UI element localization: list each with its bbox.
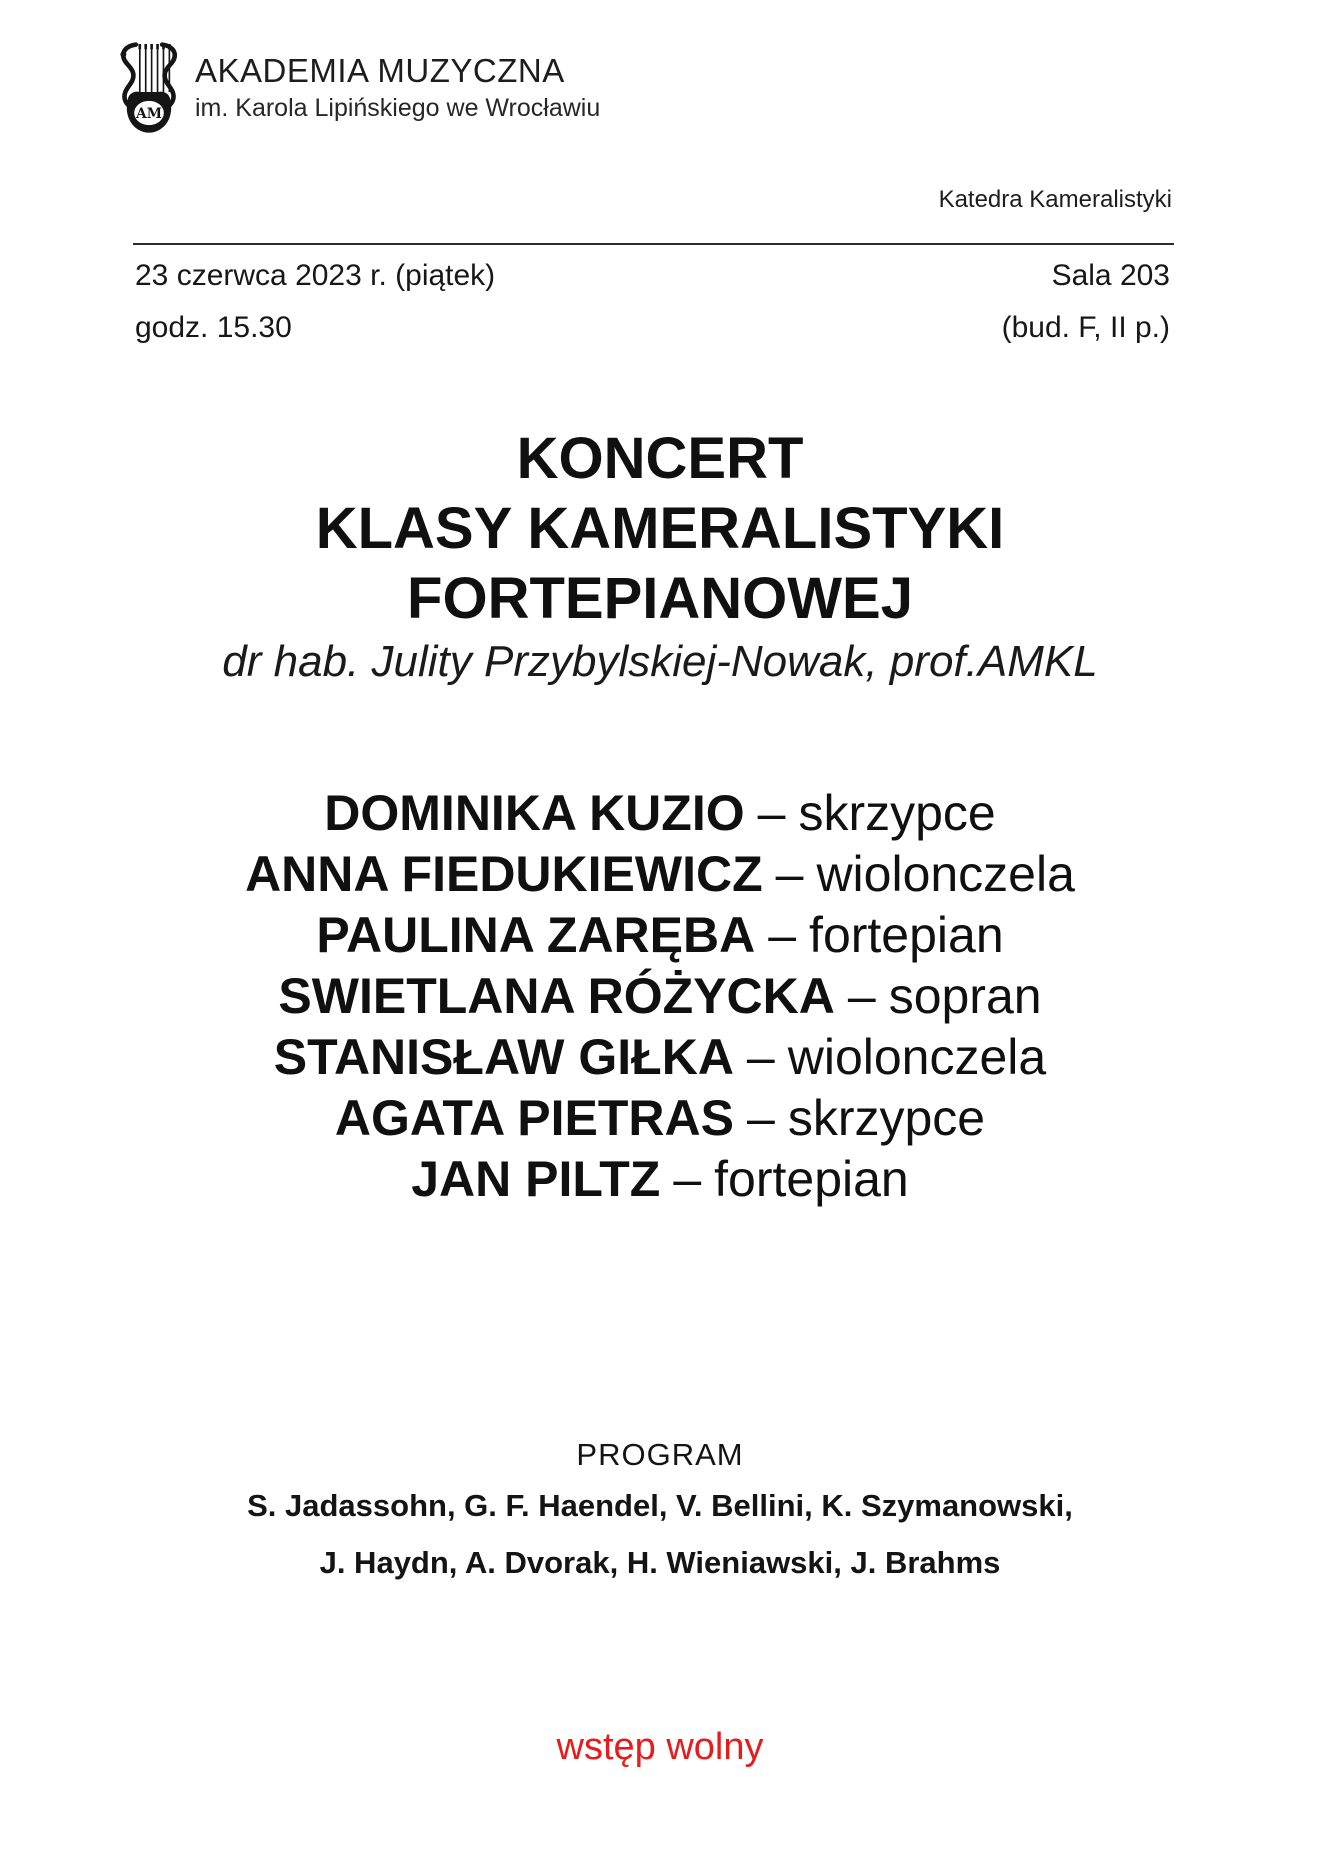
event-info-row-1 [135,259,1170,293]
performer-row [0,783,1320,844]
title-line-3: FORTEPIANOWEJ [407,566,913,631]
title-line-1: KONCERT [516,426,804,491]
dash-separator: – [775,846,804,902]
dash-separator: – [847,968,876,1024]
academy-brand-block [116,42,600,134]
concert-title [0,424,1320,634]
academy-subtitle: im. Karola Lipińskiego we Wrocławiu [195,94,601,122]
dash-separator: – [768,907,797,963]
event-building: (bud. F, II p.) [1001,311,1170,344]
program-composers-line-1: S. Jadassohn, G. F. Haendel, V. Bellini, K. Szymanowski, [247,1488,1073,1523]
event-date: 23 czerwca 2023 r. (piątek) [135,259,496,292]
performer-name: STANISŁAW GIŁKA [273,1029,734,1085]
academy-name: AKADEMIA MUZYCZNA [195,52,565,89]
dash-separator: – [747,1090,775,1146]
dash-separator: – [673,1151,702,1207]
performer-instrument: wiolonczela [787,1029,1047,1085]
program-section [0,1437,1320,1602]
performer-row [0,1149,1320,1210]
performer-instrument: fortepian [809,907,1004,963]
performer-row [0,844,1320,905]
performer-name: DOMINIKA KUZIO [324,785,745,841]
performer-instrument: fortepian [714,1151,909,1207]
performer-row [0,1088,1320,1149]
teacher-name: dr hab. Julity Przybylskiej-Nowak, prof.AMKL [222,637,1098,686]
performer-instrument: sopran [888,968,1042,1024]
lyre-logo-icon [116,42,182,134]
event-room: Sala 203 [1051,259,1170,292]
performer-row [0,905,1320,966]
performer-instrument: skrzypce [787,1090,986,1146]
logo-monogram: AM [136,106,162,123]
title-line-2: KLASY KAMERALISTYKI [315,496,1005,561]
event-info-row-2 [135,311,1170,345]
performer-row [0,1027,1320,1088]
program-heading: PROGRAM [576,1437,744,1472]
performers-list [0,783,1320,1210]
academy-name-block [195,42,600,123]
performer-instrument: wiolonczela [816,846,1075,902]
program-composers-line-2: J. Haydn, A. Dvorak, H. Wieniawski, J. Brahms [319,1545,1001,1580]
performer-instrument: skrzypce [798,785,996,841]
performer-row [0,966,1320,1027]
admission-note: wstęp wolny [556,1726,764,1768]
performer-name: PAULINA ZARĘBA [316,907,756,963]
performer-name: AGATA PIETRAS [334,1090,734,1146]
performer-name: ANNA FIEDUKIEWICZ [245,846,763,902]
event-time: godz. 15.30 [135,311,292,344]
dash-separator: – [757,785,786,841]
performer-name: SWIETLANA RÓŻYCKA [278,968,835,1024]
department-label: Katedra Kameralistyki [938,186,1172,213]
header-divider [133,243,1174,245]
performer-name: JAN PILTZ [411,1151,661,1207]
dash-separator: – [746,1029,775,1085]
